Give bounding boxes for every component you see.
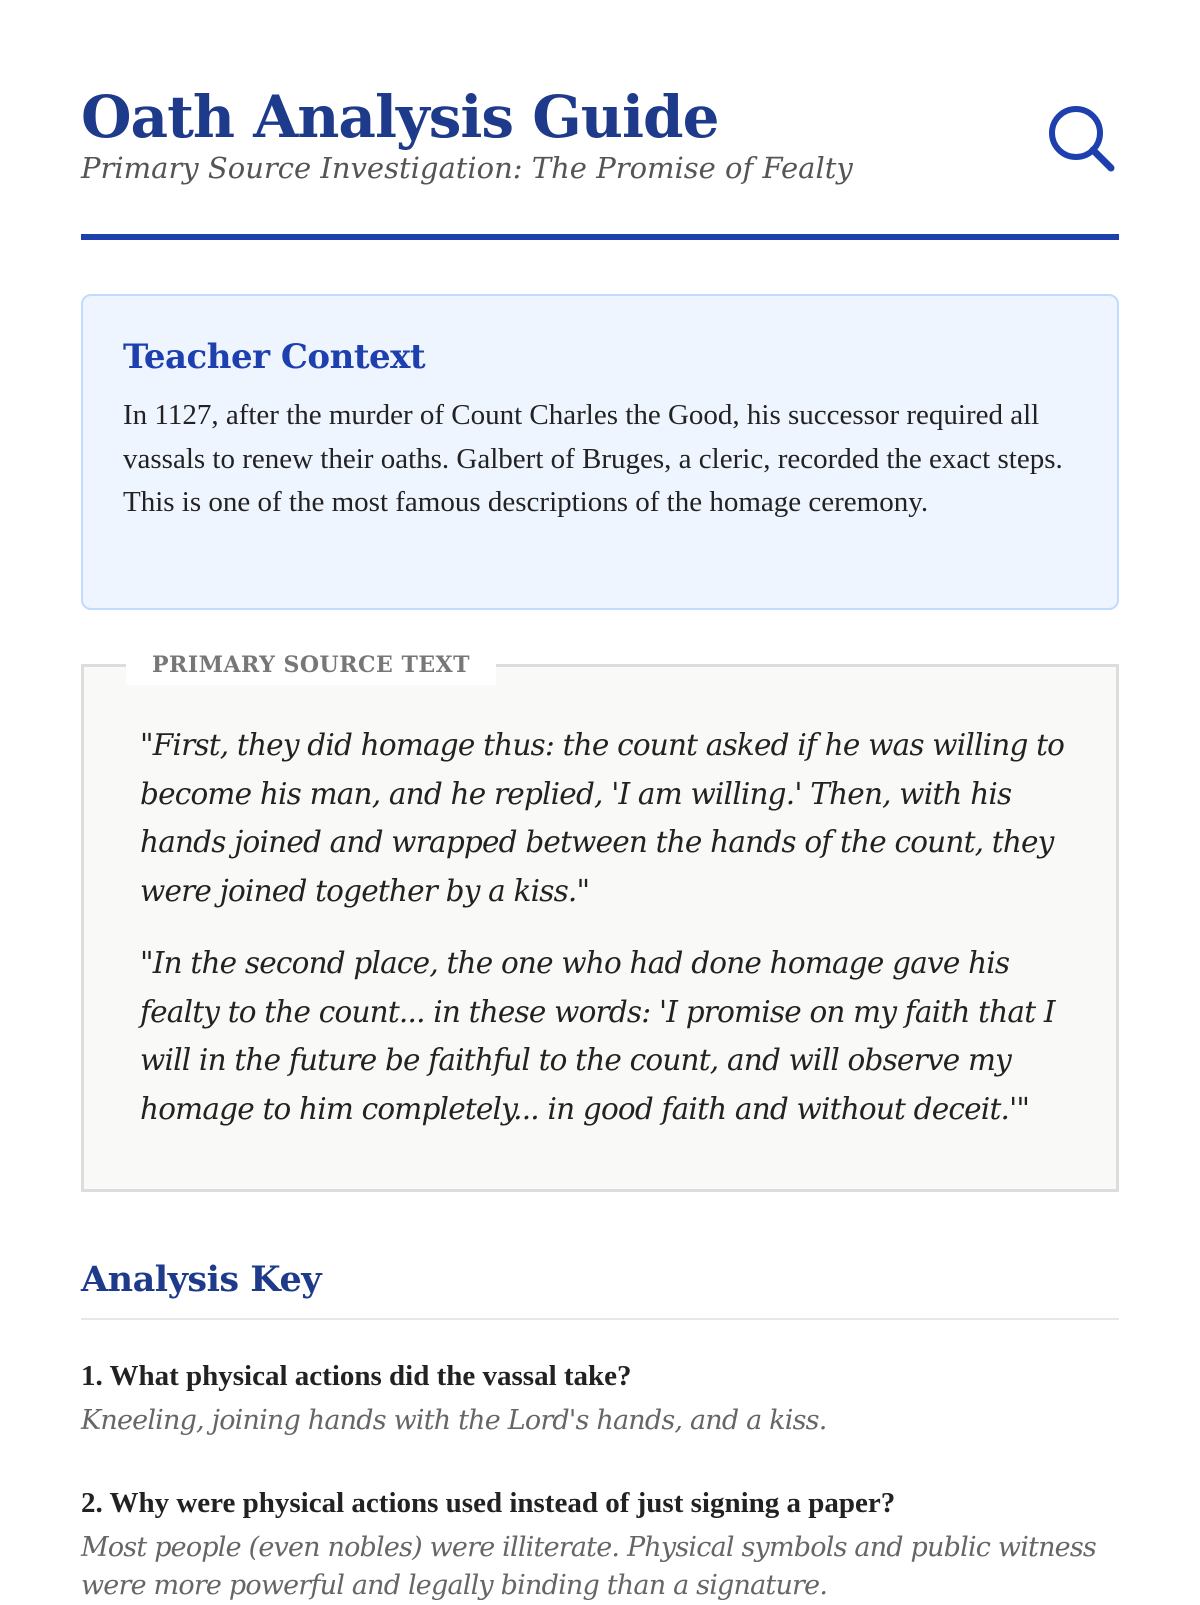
header-divider: [81, 234, 1119, 240]
page-title: Oath Analysis Guide: [81, 83, 719, 151]
source-paragraph-2: "In the second place, the one who had done homage gave his fealty to the count... in these words: 'I promise on my faith that I will in the future be faithful to the count, and will observe my homage to him completely... in good faith and without deceit.'": [140, 946, 1055, 1126]
search-icon: [1045, 102, 1115, 172]
analysis-answer: Most people (even nobles) were illiterate. Physical symbols and public witness were more powerful and legally binding than a signature.: [81, 1532, 1096, 1601]
primary-source-box: [81, 652, 1119, 1192]
source-label: PRIMARY SOURCE TEXT: [126, 645, 496, 685]
search-button[interactable]: [1041, 98, 1119, 176]
context-text: In 1127, after the murder of Count Charles the Good, his successor required all vassals to renew their oaths. Galbert of Bruges, a cleric, recorded the exact steps. This is one of the most famous descriptions of the homage ceremony.: [123, 399, 1063, 518]
analysis-answer: Kneeling, joining hands with the Lord's hands, and a kiss.: [81, 1405, 827, 1436]
analysis-divider: [81, 1318, 1119, 1320]
page-header: [81, 0, 1119, 240]
source-paragraph-1: "First, they did homage thus: the count asked if he was willing to become his man, and he replied, 'I am willing.' Then, with his hands joined and wrapped between the hands of the count, they were joined together by a kiss.": [140, 728, 1065, 908]
analysis-question: 2. Why were physical actions used instead of just signing a paper?: [81, 1487, 896, 1519]
page: [81, 0, 1119, 1601]
analysis-item: [81, 1483, 1119, 1605]
analysis-question: 1. What physical actions did the vassal take?: [81, 1360, 632, 1392]
page-subtitle: Primary Source Investigation: The Promise of Fealty: [81, 151, 853, 185]
analysis-item: [81, 1356, 1119, 1440]
teacher-context-box: [81, 294, 1119, 610]
context-title: Teacher Context: [123, 337, 426, 377]
analysis-title: Analysis Key: [81, 1259, 322, 1300]
